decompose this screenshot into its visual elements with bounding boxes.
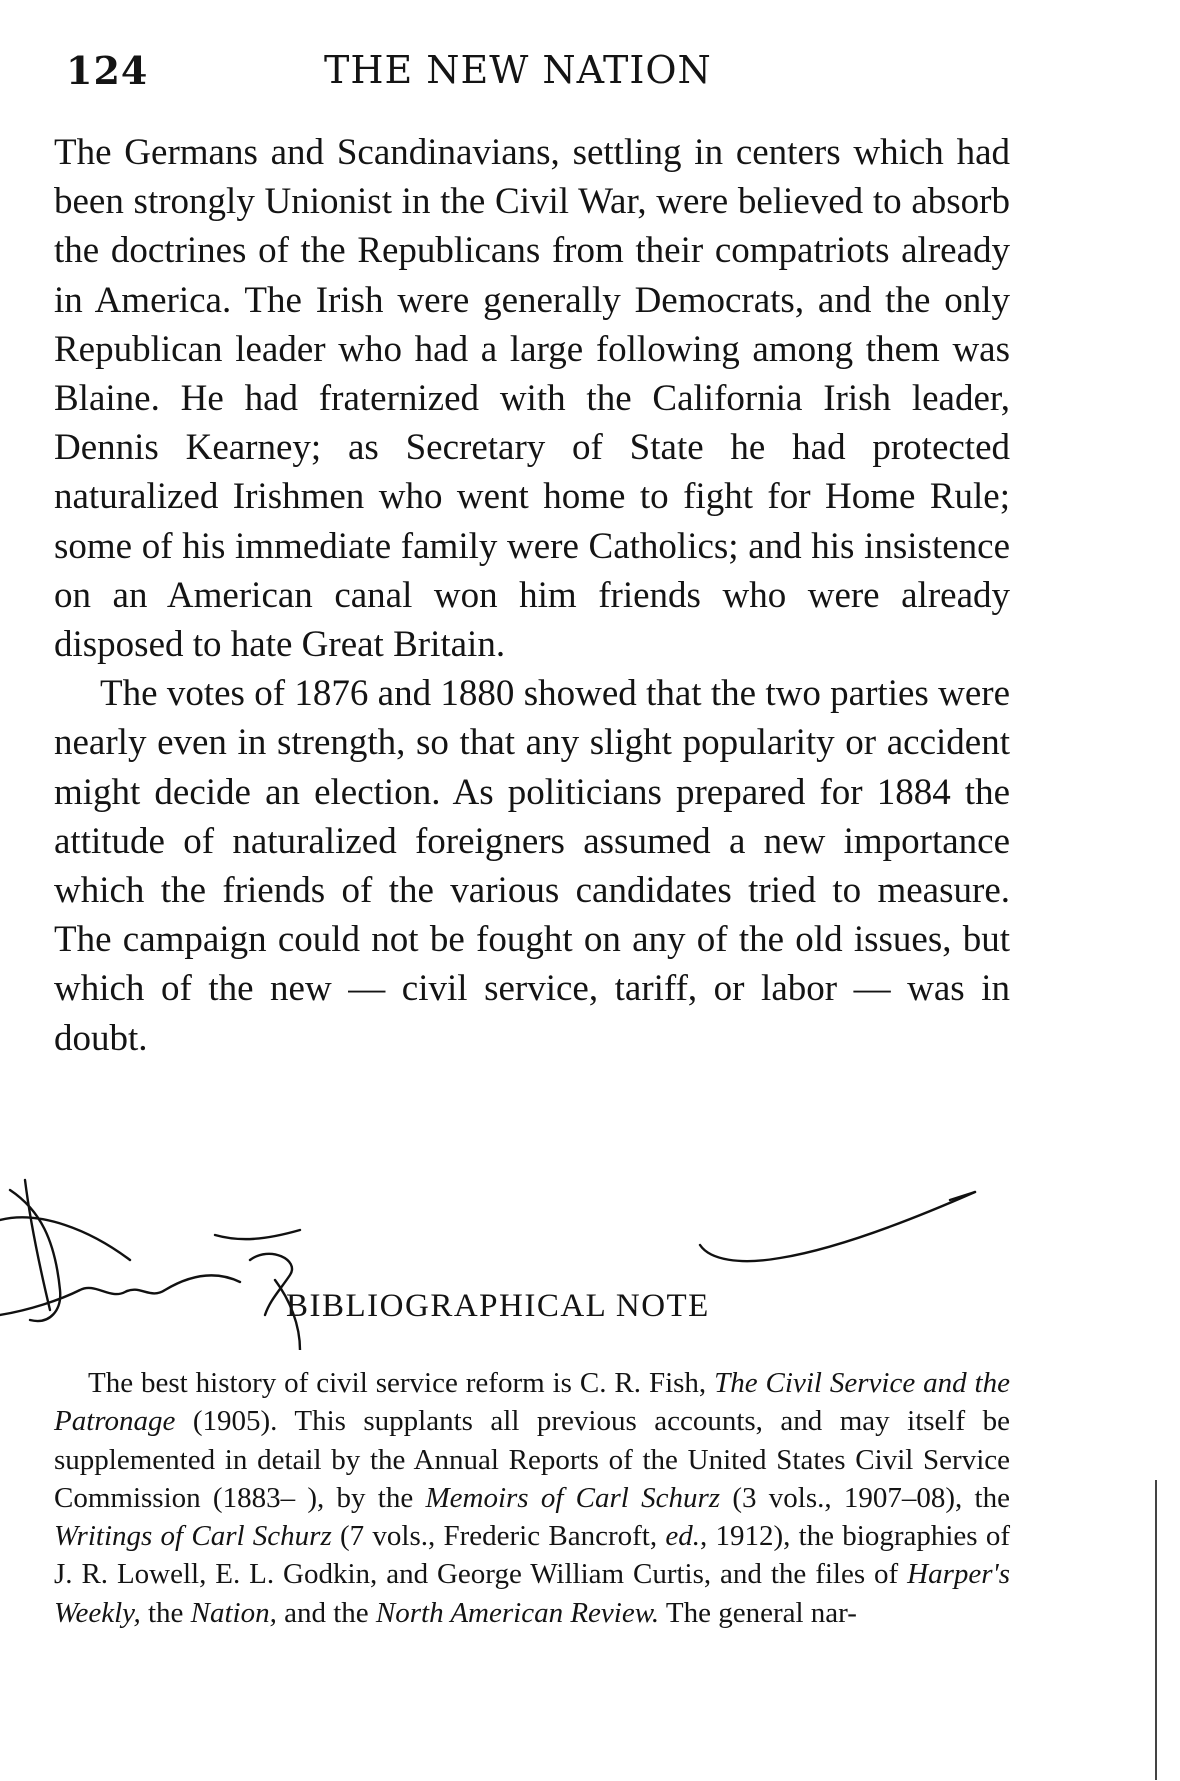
body-text	[54, 128, 1010, 1063]
paragraph: The votes of 1876 and 1880 showed that the two parties were nearly even in strength, so that any slight popularity or accident might decide an election. As politicians prepared for 1884 the attitude of naturalized foreigners assumed a new importance which the friends of the various candidates tried to measure. The campaign could not be fought on any of the old issues, but which of the new — civil service, tariff, or labor — was in doubt.	[54, 673, 1010, 1059]
page-header	[66, 48, 766, 108]
running-head: THE NEW NATION	[324, 48, 712, 92]
paragraph: The Germans and Scandinavians, settling in centers which had been strongly Unionist in the Civil War, were believed to absorb the doctrines of the Republicans from their compatriots already in America. The Irish were generally Democrats, and the only Republican leader who had a large following among them was Blaine. He had fraternized with the California Irish leader, Dennis Kearney; as Secretary of State he had protected naturalized Irishmen who went home to fight for Home Rule; some of his immediate family were Catholics; and his insistence on an American canal won him friends who were already disposed to hate Great Britain.	[54, 132, 1010, 666]
binding-edge	[1155, 1480, 1157, 1780]
page-number: 124	[66, 48, 149, 93]
bibliography-text: The best history of civil service reform is C. R. Fish, The Civil Service and the Patronage (1905). This supplants all previous accounts, and may itself be supplemented in detail by the Annual Reports of the United States Civil Service Commission (1883– ), by the Memoirs of Carl Schurz (3 vols., 1907–08), the Writings of Carl Schurz (7 vols., Frederic Bancroft, ed., 1912), the biographies of J. R. Lowell, E. L. Godkin, and George William Curtis, and the files of Harper's Weekly, the Nation, and the North American Review. The general nar-	[54, 1367, 1010, 1629]
bibliography-heading: BIBLIOGRAPHICAL NOTE	[286, 1288, 710, 1324]
